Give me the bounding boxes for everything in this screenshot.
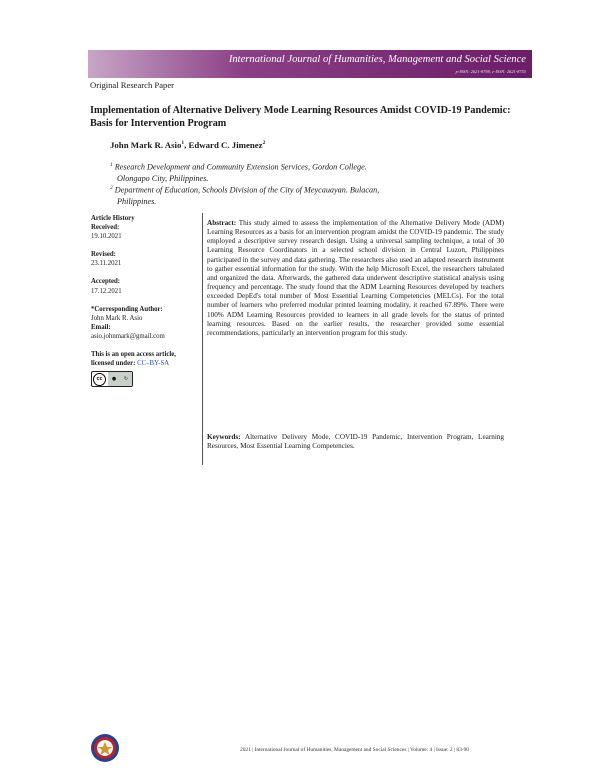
- author-1-sup: 1: [181, 140, 185, 147]
- affiliation-2: [110, 183, 440, 207]
- paper-title: Implementation of Alternative Delivery Mode Learning Resources Amidst COVID-19 Pandemic: Basis for Intervention Program: [90, 105, 511, 129]
- article-history-heading: Article History: [91, 215, 135, 222]
- abstract-block: [207, 219, 504, 338]
- affiliation-1-sup: 1: [110, 162, 113, 168]
- author-1-name: John Mark R. Asio: [110, 140, 182, 150]
- by-icon: ●: [111, 375, 117, 382]
- keywords-text: Alternative Delivery Mode, COVID-19 Pandemic, Intervention Program, Learning Resources, Most Essential Learning Competencies.: [207, 433, 505, 451]
- by-sa-icon-strip: [108, 372, 132, 386]
- abstract-label: Abstract:: [207, 219, 237, 227]
- license-text-2: licensed under:: [91, 360, 138, 368]
- accepted-date: 17.12.2021: [91, 287, 122, 295]
- affiliation-1-line2: Olongapo City, Philippines.: [117, 173, 209, 183]
- article-history-panel: [91, 214, 199, 387]
- sa-icon: ↻: [123, 375, 129, 382]
- paper-type: Original Research Paper: [90, 80, 174, 90]
- license-text-1: This is an open access article,: [91, 351, 176, 359]
- affiliation-1-line1: Research Development and Community Extension Services, Gordon College.: [114, 162, 367, 172]
- affiliation-2-line2: Philippines.: [117, 196, 157, 206]
- page-footer: 2021 | International Journal of Humanities, Management and Social Sciences | Volume: 4 | Issue: 2 | 83-90: [240, 747, 469, 753]
- revised-label: Revised:: [91, 251, 116, 259]
- affiliation-1: [110, 160, 440, 184]
- keywords-block: [207, 433, 504, 451]
- affiliation-2-sup: 2: [110, 185, 113, 191]
- journal-issn: p-ISSN: 2621-8798, e-ISSN: 2621-8755: [455, 69, 526, 74]
- journal-banner: [88, 50, 532, 78]
- column-divider: [202, 213, 203, 465]
- journal-name: International Journal of Humanities, Management and Social Science: [228, 54, 526, 65]
- email-label: Email:: [91, 323, 111, 331]
- abstract-text: This study aimed to assess the implementation of the Alternative Delivery Mode (ADM) Learning Resources as a basis for an intervention program amidst the COVID-19 pandemic. The study employed a descriptive survey research design. Using a universal sampling technique, a total of 30 Learning Resource Coordinators in a selected school division in Central Luzon, Philippines participated in the survey and data gathering. The researchers also used an adapted research instrument to gather essential information for the study. With the help Microsoft Excel, the researchers tabulated and organized the data. Afterwards, the gathered data underwent descriptive statistical analysis using frequency and percentage. The study found that the ADM Learning Resources developed by teachers exceeded DepEd's total number of Most Essential Learning Competencies (MELCs). For the total number of learners who preferred modular printed learning modality, it reached 67.89%. There were 100% ADM Learning Resources provided to learners in all grade levels for the status of printed learning resources. Based on the earlier results, the researcher provided some essential recommendations, particularly an intervention program for this study.: [207, 219, 505, 337]
- author-2-name: Edward C. Jimenez: [188, 140, 263, 150]
- author-separator: ,: [184, 140, 189, 150]
- author-2-sup: 2: [262, 140, 266, 147]
- corresponding-name: John Mark R. Asio: [91, 314, 143, 322]
- cc-icon: cc: [93, 373, 106, 386]
- cc-license-badge[interactable]: [91, 371, 133, 387]
- institution-seal-icon: [90, 733, 120, 763]
- accepted-label: Accepted:: [91, 278, 121, 286]
- received-date: 19.10.2021: [91, 233, 122, 241]
- author-list: [110, 140, 265, 150]
- corresponding-label: *Corresponding Author:: [91, 305, 163, 313]
- keywords-label: Keywords:: [207, 433, 241, 441]
- email-link[interactable]: asio.johnmark@gmail.com: [91, 332, 165, 340]
- license-link[interactable]: CC–BY-SA: [137, 360, 170, 368]
- received-label: Received:: [91, 224, 120, 232]
- affiliation-2-line1: Department of Education, Schools Division of the City of Meycauayan. Bulacan,: [114, 185, 380, 195]
- revised-date: 23.11.2021: [91, 260, 122, 268]
